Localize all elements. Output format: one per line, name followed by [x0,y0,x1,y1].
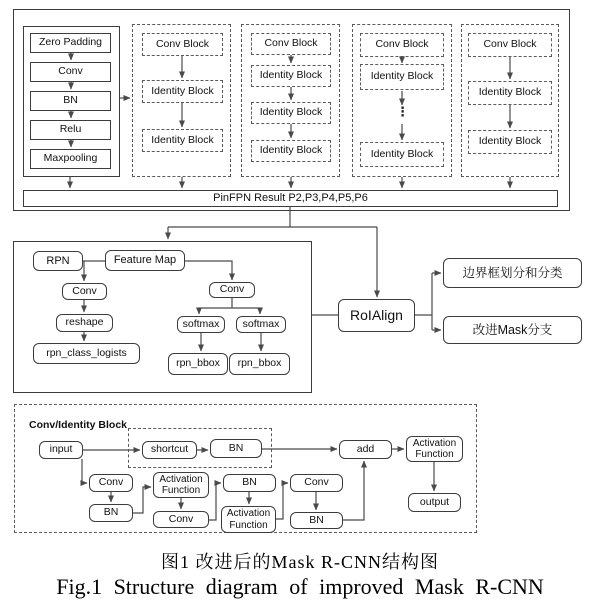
rpn-conv-left-box [62,283,107,300]
identity-block-label: Identity Block [370,147,434,160]
detail-act2-box [221,506,276,533]
rpn-label: RPN [46,254,70,267]
ellipsis-label: ⋮ [396,104,409,119]
rpn-conv-right-box [209,282,255,298]
caption-english [0,574,600,600]
detail-bn1-label: BN [103,506,119,519]
shortcut-box [142,441,197,459]
detail-act1-label: Activation Function [159,473,203,496]
fpn-result-bar [23,190,558,207]
identity-block [251,65,331,87]
rpn-bbox-left-box [168,353,228,375]
identity-block [142,80,223,103]
detail-act2-label: Activation Function [226,508,271,531]
identity-block [468,130,552,154]
stem-relu-label: Relu [59,123,82,136]
detail-bn2-box [223,474,276,492]
stem-maxpooling-label: Maxpooling [43,152,98,165]
mask-branch-box [443,316,582,344]
input-box [39,441,83,459]
rpn-conv-right-label: Conv [219,283,245,296]
roialign-label: RoIAlign [350,306,403,323]
stem-bn-box [30,91,111,111]
rpn-box [33,251,83,271]
identity-block-label: Identity Block [478,135,542,148]
identity-block [251,140,331,162]
detail-conv2-label: Conv [168,512,194,525]
feature-map-label: Feature Map [113,254,177,267]
add-label: add [356,442,375,455]
stem-bn-label: BN [63,94,78,107]
shortcut-bn-label: BN [228,441,244,454]
detail-conv1-box [89,474,133,492]
zero-padding-label: Zero Padding [38,36,103,49]
zero-padding-box [30,33,111,53]
conv-block-label: Conv Block [155,37,210,50]
identity-block [251,102,331,124]
conv-block [251,33,331,55]
stem-maxpooling-box [30,149,111,169]
caption-chinese-label: 图1 改进后的Mask R-CNN结构图 [160,552,439,572]
softmax-right-box [236,316,286,333]
mask-branch-label: 改进Mask分支 [472,323,553,337]
softmax-left-label: softmax [182,317,220,330]
stem-conv-label: Conv [58,65,83,78]
caption-english-label: Fig.1 Structure diagram of improved Mask R-CNN [56,574,544,599]
stem-conv-box [30,62,111,82]
rpn-class-logists-box [33,343,140,364]
rpn-bbox-right-label: rpn_bbox [237,357,282,370]
identity-block-label: Identity Block [151,133,214,146]
identity-block-label: Identity Block [370,70,434,83]
reshape-box [56,314,113,332]
softmax-left-box [177,316,225,333]
identity-block [360,142,444,167]
identity-block [142,129,223,152]
identity-block-label: Identity Block [259,69,323,82]
detail-bn2-label: BN [242,476,257,489]
conv-block-label: Conv Block [264,37,318,50]
rpn-conv-left-label: Conv [72,284,97,297]
detail-act1-box [153,472,209,498]
block-detail-title-label: Conv/Identity Block [29,419,128,431]
rpn-bbox-left-label: rpn_bbox [176,357,220,370]
identity-block-label: Identity Block [151,84,214,97]
bbox-branch-box [443,258,582,288]
reshape-label: reshape [65,316,104,329]
add-box [339,440,392,459]
shortcut-bn-box [210,439,262,458]
rpn-bbox-right-box [229,353,290,375]
detail-conv2-box [153,511,209,528]
softmax-right-label: softmax [242,317,280,330]
detail-bn1-box [89,504,133,522]
identity-block-label: Identity Block [259,144,323,157]
identity-block [360,64,444,90]
conv-block [360,33,444,57]
detail-bn3-label: BN [309,513,324,526]
caption-chinese [0,548,600,574]
detail-conv1-label: Conv [98,476,124,489]
shortcut-label: shortcut [150,443,189,456]
conv-block [142,33,223,56]
detail-conv3-box [290,474,343,492]
rpn-class-logists-label: rpn_class_logists [46,346,127,359]
out-activation-box [406,436,463,462]
identity-block-label: Identity Block [259,106,323,119]
roialign-box [338,299,415,332]
conv-block [468,33,552,57]
conv-block-label: Conv Block [375,38,429,51]
conv-block-label: Conv Block [483,38,537,51]
stem-relu-box [30,120,111,140]
bbox-branch-label: 边界框划分和分类 [462,266,563,280]
detail-bn3-box [290,512,343,529]
input-label: input [49,443,73,456]
detail-conv3-label: Conv [304,476,329,489]
identity-block [468,81,552,105]
output-label: output [419,495,450,508]
fpn-result-label: PinFPN Result P2,P3,P4,P5,P6 [213,192,368,205]
feature-map-box [105,250,185,271]
out-activation-label: Activation Function [412,437,457,460]
identity-block-label: Identity Block [478,86,542,99]
output-box [408,493,461,512]
